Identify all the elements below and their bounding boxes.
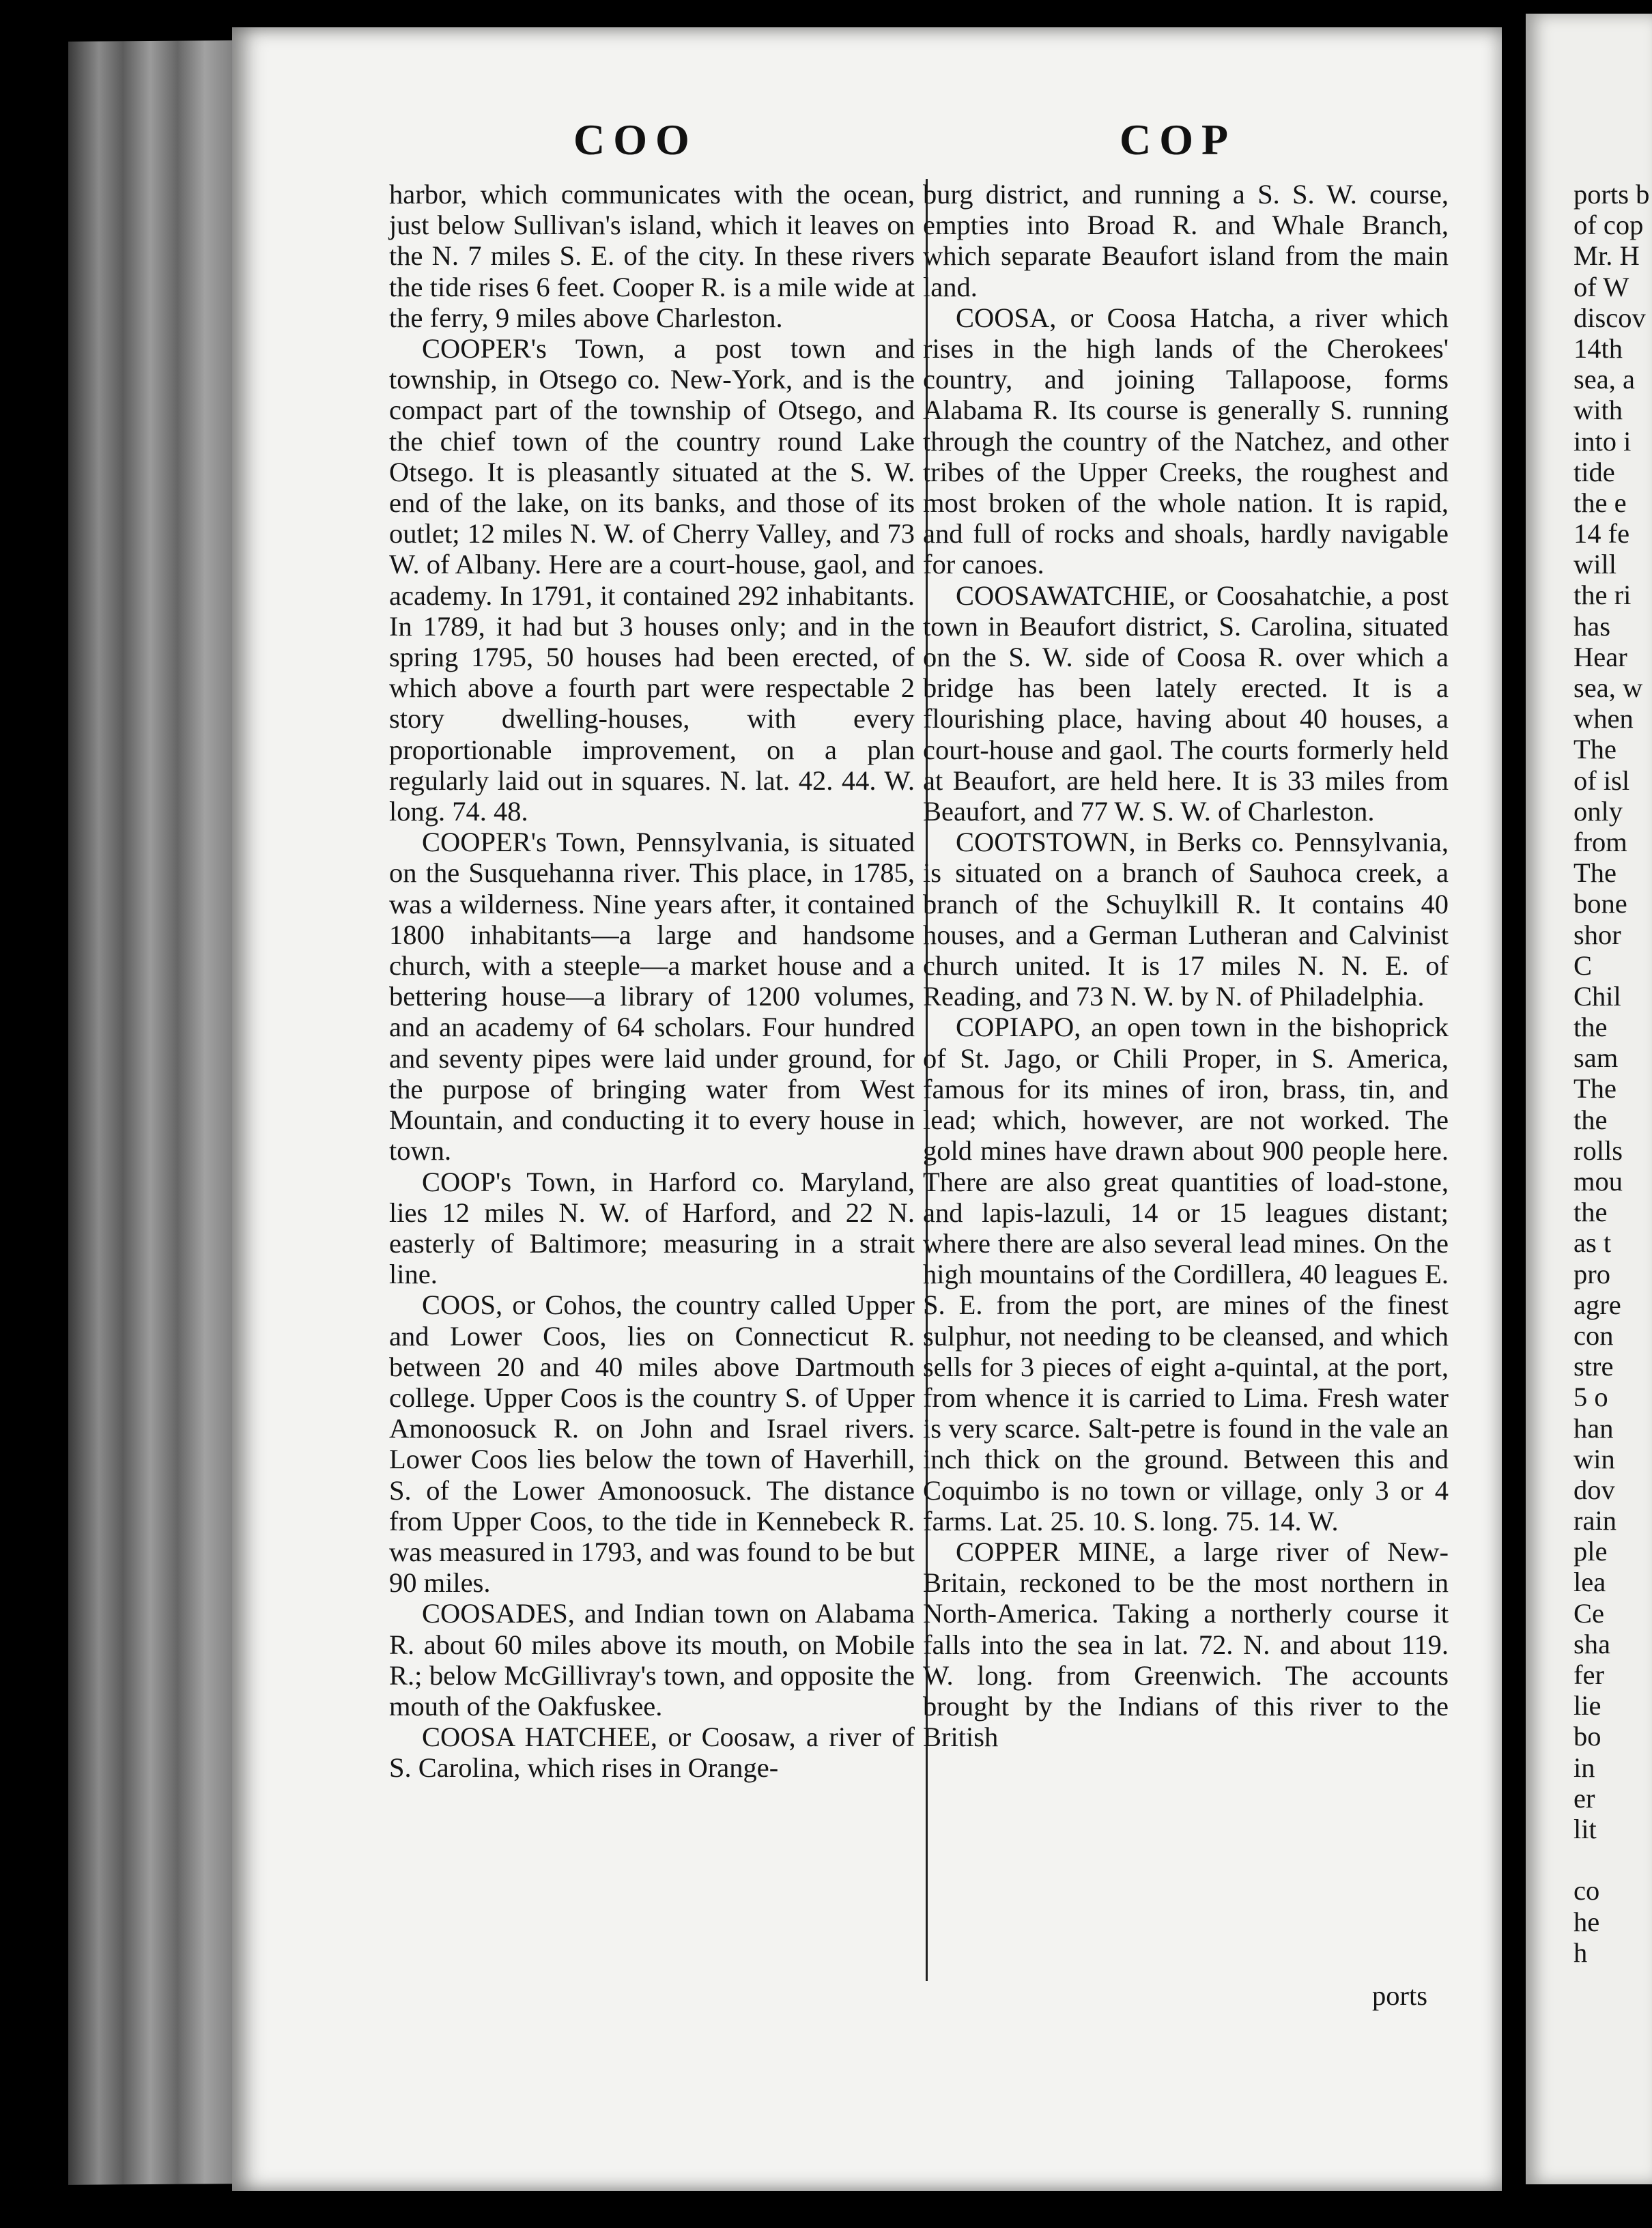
facing-page-line: pro bbox=[1573, 1258, 1610, 1289]
facing-page-line: sam bbox=[1573, 1042, 1619, 1074]
entry-paragraph: COOPER's Town, Pennsylvania, is situated on the Susquehanna river. This place, in 1785, was a wilderness. Nine years after, it contained 1800 inhabitants—a large and handsome church, with a steeple—a market house and a bettering house—a library of 1200 volumes, and an academy of 64 scholars. Four hundred and seventy pipes were laid under ground, for the purpose of bringing water from West Mountain, and conducting it to every house in town. bbox=[389, 827, 915, 1167]
facing-page-column bbox=[1573, 179, 1652, 1968]
facing-page-line: from bbox=[1573, 826, 1627, 857]
facing-page-line: Mr. H bbox=[1573, 240, 1640, 272]
facing-page-line: the ri bbox=[1573, 580, 1632, 611]
running-head-left: COO bbox=[573, 115, 698, 164]
facing-page-line: lit bbox=[1573, 1813, 1597, 1844]
facing-page-line: agre bbox=[1573, 1289, 1621, 1320]
facing-page-line: sea, a bbox=[1573, 364, 1635, 395]
facing-page-line: of W bbox=[1573, 271, 1629, 302]
facing-page-line: the bbox=[1573, 1104, 1608, 1135]
facing-page-line: The bbox=[1573, 734, 1617, 765]
facing-page-line: bo bbox=[1573, 1721, 1601, 1752]
facing-page-line: The bbox=[1573, 857, 1617, 889]
facing-page-line: the bbox=[1573, 1012, 1608, 1043]
facing-page-line: Chil bbox=[1573, 980, 1621, 1012]
facing-page-line: only bbox=[1573, 795, 1623, 827]
facing-page-line: of cop bbox=[1573, 210, 1644, 241]
entry-paragraph: COOTSTOWN, in Berks co. Pennsylvania, is situated on a branch of Sauhoca creek, a branch of the Schuylkill R. It contains 40 houses, and a German Lutheran and Calvinist church united. It is 17 miles N. N. E. of Reading, and 73 N. W. by N. of Philadelphia. bbox=[923, 827, 1449, 1012]
facing-page-line: discov bbox=[1573, 302, 1646, 333]
facing-page-line: he bbox=[1573, 1906, 1600, 1937]
left-column bbox=[389, 179, 915, 1784]
right-column bbox=[923, 179, 1449, 1752]
facing-page-line: han bbox=[1573, 1412, 1614, 1444]
entry-paragraph: burg district, and running a S. S. W. course, empties into Broad R. and Whale Branch, which separate Beaufort island from the main land. bbox=[923, 179, 1449, 302]
entry-paragraph: COPPER MINE, a large river of New-Britain, reckoned to be the most northern in North-America. Taking a northerly course it falls into the sea in lat. 72. N. and about 119. W. long. from Greenwich. The accounts brought by the Indians of this river to the British bbox=[923, 1536, 1449, 1753]
facing-page-line: will bbox=[1573, 549, 1617, 580]
facing-page-line: in bbox=[1573, 1752, 1595, 1783]
entry-paragraph: COOSAWATCHIE, or Coosahatchie, a post town in Beaufort district, S. Carolina, situated on the S. W. side of Coosa R. over which a bridge has been lately erected. It is a flourishing place, having about 40 houses, a court-house and gaol. The courts formerly held at Beaufort, are held here. It is 33 miles from Beaufort, and 77 W. S. W. of Charleston. bbox=[923, 580, 1449, 827]
facing-page-line: shor bbox=[1573, 919, 1621, 950]
entry-paragraph: COOSA, or Coosa Hatcha, a river which rises in the high lands of the Cherokees' country, and joining Tallapoose, forms Alabama R. Its course is generally S. running through the country of the Natchez, and other tribes of the Upper Creeks, the roughest and most broken of the whole nation. It is rapid, and full of rocks and shoals, hardly navigable for canoes. bbox=[923, 302, 1449, 580]
facing-page-line: 14 fe bbox=[1573, 518, 1630, 549]
facing-page-line: sea, w bbox=[1573, 672, 1643, 703]
facing-page-line: the bbox=[1573, 1197, 1608, 1228]
entry-paragraph: COOP's Town, in Harford co. Maryland, lies 12 miles N. W. of Harford, and 22 N. easterly of Baltimore; measuring in a strait line. bbox=[389, 1166, 915, 1290]
entry-paragraph: harbor, which communicates with the ocean, just below Sullivan's island, which it leaves on the N. 7 miles S. E. of the city. In these rivers the tide rises 6 feet. Cooper R. is a mile wide at the ferry, 9 miles above Charleston. bbox=[389, 179, 915, 333]
facing-page-line: rain bbox=[1573, 1505, 1617, 1537]
facing-page-line: The bbox=[1573, 1073, 1617, 1104]
facing-page-line: lea bbox=[1573, 1567, 1606, 1598]
running-head-right: COP bbox=[1120, 115, 1237, 164]
facing-page-line: Ce bbox=[1573, 1597, 1604, 1629]
facing-page-line: 5 o bbox=[1573, 1382, 1608, 1413]
catchword: ports bbox=[1372, 1980, 1427, 2011]
facing-page-line: when bbox=[1573, 703, 1634, 734]
facing-page-line: dov bbox=[1573, 1474, 1615, 1505]
facing-page-line: as t bbox=[1573, 1227, 1612, 1259]
facing-page-line: ports b bbox=[1573, 179, 1650, 210]
facing-page-line: con bbox=[1573, 1319, 1614, 1351]
facing-page-line: has bbox=[1573, 610, 1610, 642]
facing-page-line: fer bbox=[1573, 1659, 1604, 1690]
facing-page-line: lie bbox=[1573, 1690, 1601, 1722]
facing-page-line: Hear bbox=[1573, 641, 1627, 672]
facing-page-line: co bbox=[1573, 1875, 1600, 1906]
facing-page-line: C bbox=[1573, 949, 1593, 981]
facing-page-line: er bbox=[1573, 1782, 1595, 1814]
entry-paragraph: COOSADES, and Indian town on Alabama R. about 60 miles above its mouth, on Mobile R.; below McGillivray's town, and opposite the mouth of the Oakfuskee. bbox=[389, 1598, 915, 1722]
facing-page-line: into i bbox=[1573, 425, 1632, 457]
facing-page-line: h bbox=[1573, 1937, 1588, 1968]
entry-paragraph: COOPER's Town, a post town and township, in Otsego co. New-York, and is the compact part of the township of Otsego, and the chief town of the country round Lake Otsego. It is pleasantly situated at the S. W. end of the lake, on its banks, and those of its outlet; 12 miles N. W. of Cherry Valley, and 73 W. of Albany. Here are a court-house, gaol, and academy. In 1791, it contained 292 inhabitants. In 1789, it had but 3 houses only; and in the spring 1795, 50 houses had been erected, of which above a fourth part were respectable 2 story dwelling-houses, with every proportionable improvement, on a plan regularly laid out in squares. N. lat. 42. 44. W. long. 74. 48. bbox=[389, 333, 915, 827]
facing-page-line: with bbox=[1573, 395, 1623, 426]
book-page-edges bbox=[68, 40, 239, 2185]
facing-page-line: mou bbox=[1573, 1166, 1623, 1197]
entry-paragraph: COOSA HATCHEE, or Coosaw, a river of S. Carolina, which rises in Orange- bbox=[389, 1722, 915, 1784]
facing-page-line: stre bbox=[1573, 1351, 1614, 1382]
facing-page-line: bone bbox=[1573, 888, 1627, 919]
facing-page-line: sha bbox=[1573, 1628, 1610, 1659]
facing-page-line: of isl bbox=[1573, 765, 1630, 796]
entry-paragraph: COOS, or Cohos, the country called Upper and Lower Coos, lies on Connecticut R. between 20 and 40 miles above Dartmouth college. Upper Coos is the country S. of Upper Amonoosuck R. on John and Israel rivers. Lower Coos lies below the town of Haverhill, S. of the Lower Amonoosuck. The distance from Upper Coos, to the tide in Kennebeck R. was measured in 1793, and was found to be but 90 miles. bbox=[389, 1289, 915, 1599]
facing-page-line: the e bbox=[1573, 487, 1627, 518]
facing-page-line bbox=[1573, 1844, 1652, 1875]
facing-page-line: ple bbox=[1573, 1536, 1608, 1567]
facing-page-line: win bbox=[1573, 1443, 1615, 1474]
facing-page-line: 14th bbox=[1573, 332, 1623, 364]
facing-page-line: tide bbox=[1573, 456, 1615, 487]
entry-paragraph: COPIAPO, an open town in the bishoprick of St. Jago, or Chili Proper, in S. America, famous for its mines of iron, brass, tin, and lead; which, however, are not worked. The gold mines have drawn about 900 people here. There are also great quantities of load-stone, and lapis-lazuli, 14 or 15 leagues distant; where there are also several lead mines. On the high mountains of the Cordillera, 40 leagues E. S. E. from the port, are mines of the finest sulphur, not needing to be cleansed, and which sells for 3 pieces of eight a-quintal, at the port, from whence it is carried to Lima. Fresh water is very scarce. Salt-petre is found in the vale an inch thick on the ground. Between this and Coquimbo is no town or village, only 3 or 4 farms. Lat. 25. 10. S. long. 75. 14. W. bbox=[923, 1012, 1449, 1537]
facing-page-line: rolls bbox=[1573, 1134, 1623, 1166]
